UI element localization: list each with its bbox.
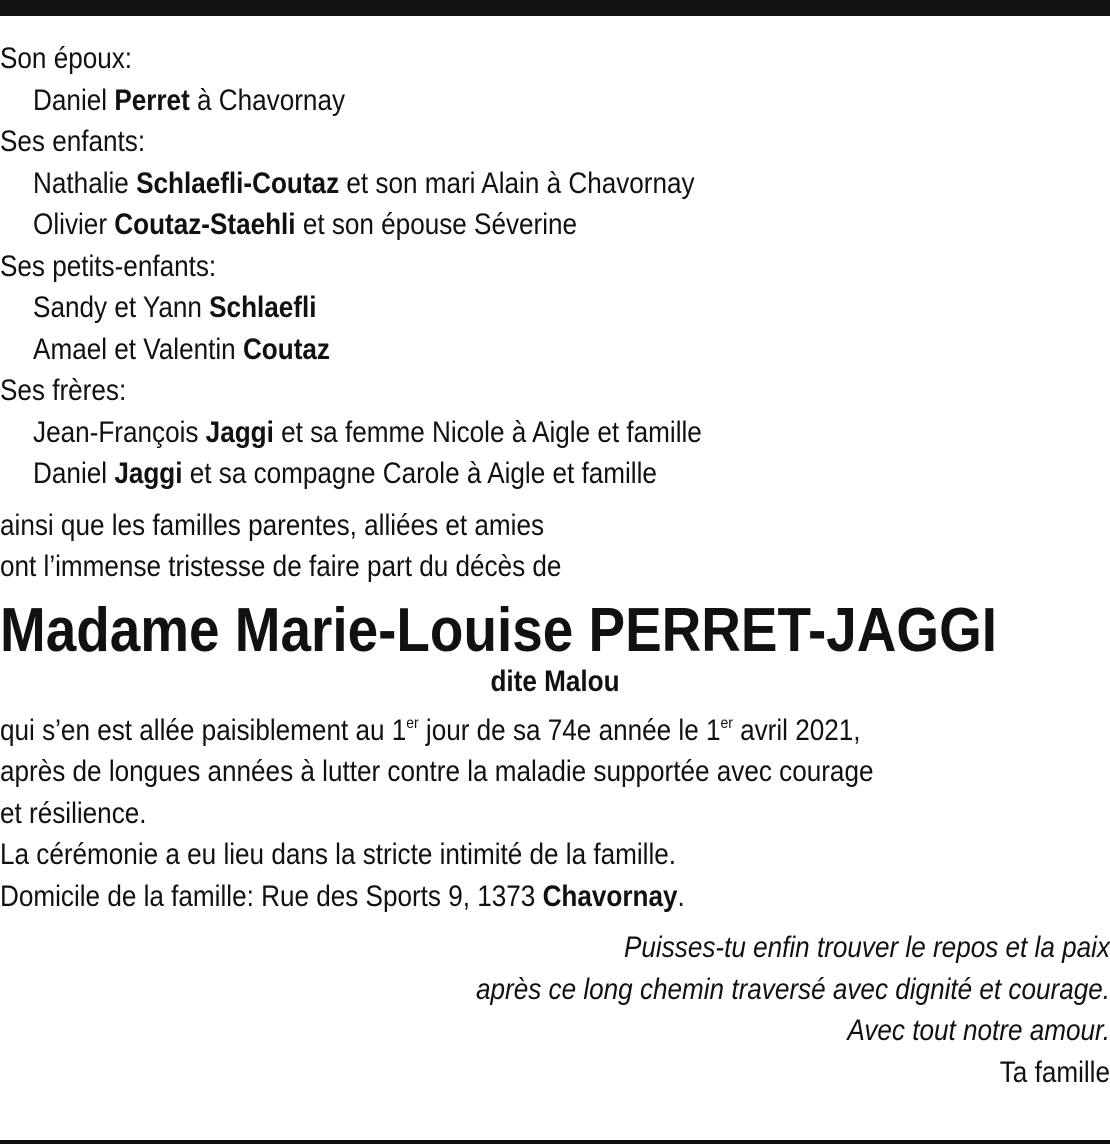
town-name: Chavornay [542, 879, 678, 913]
family-name: Coutaz [242, 332, 330, 366]
children-label: Ses enfants: [0, 125, 146, 158]
family-name: Perret [114, 83, 190, 117]
first-name: Nathalie [33, 166, 129, 200]
first-name: Olivier [33, 208, 108, 241]
deceased-name: Madame Marie-Louise PERRET-JAGGI [0, 595, 998, 665]
ceremony-line: La cérémonie a eu lieu dans la stricte intimité de la famille. [0, 838, 677, 871]
first-name: Amael et Valentin [33, 332, 236, 366]
entry-detail: et sa compagne Carole à Aigle et famille [189, 457, 657, 490]
announcement-line: ainsi que les familles parentes, alliées et amies [0, 508, 545, 542]
grandchild-entry [0, 287, 966, 329]
top-border-rule [0, 0, 1110, 16]
body-line: qui s’en est allée paisiblement au 1er jour de sa 74e année le 1er avril 2021, [0, 713, 861, 747]
signature: Ta famille [999, 1055, 1110, 1089]
first-name: Sandy et Yann [33, 291, 202, 324]
child-entry [0, 204, 966, 246]
grandchildren-label: Ses petits-enfants: [0, 249, 217, 283]
grandchild-entry [0, 329, 966, 371]
ordinal-suffix: er [406, 714, 419, 732]
ordinal-suffix: er [720, 714, 733, 732]
verse-line: Puisses-tu enfin trouver le repos et la paix [623, 931, 1110, 964]
family-name: Coutaz-Staehli [114, 208, 296, 241]
entry-detail: et sa femme Nicole à Aigle et famille [281, 415, 702, 449]
family-name: Jaggi [114, 457, 183, 490]
spacer [0, 495, 1110, 505]
obituary-notice [0, 38, 1110, 1093]
family-name: Schlaefli-Coutaz [136, 166, 340, 200]
entry-detail: et son mari Alain à Chavornay [346, 166, 695, 200]
closing-verse [0, 927, 1110, 1093]
deceased-nickname: dite Malou [490, 664, 620, 698]
brothers-label: Ses frères: [0, 374, 127, 407]
spouse-label: Son époux: [0, 42, 133, 75]
verse-line: après ce long chemin traversé avec dignité et courage. [475, 972, 1110, 1006]
bottom-border-rule [0, 1140, 1110, 1144]
entry-detail: et son épouse Séverine [302, 208, 578, 241]
announcement-line: ont l’immense tristesse de faire part du décès de [0, 550, 562, 583]
spouse-entry [0, 80, 966, 122]
first-name: Daniel [33, 83, 108, 117]
first-name: Jean-François [33, 415, 199, 449]
verse-line: Avec tout notre amour. [847, 1014, 1110, 1047]
family-name: Schlaefli [209, 291, 317, 324]
address-line: Domicile de la famille: Rue des Sports 9, 1373 Chavornay. [0, 879, 685, 913]
child-entry [0, 163, 966, 205]
body-line: et résilience. [0, 796, 147, 830]
brother-entry [0, 412, 966, 454]
brother-entry [0, 453, 966, 495]
first-name: Daniel [33, 457, 108, 490]
entry-detail: à Chavornay [197, 83, 346, 117]
body-line: après de longues années à lutter contre la maladie supportée avec courage [0, 755, 874, 788]
spacer [0, 700, 1110, 710]
family-name: Jaggi [205, 415, 274, 449]
